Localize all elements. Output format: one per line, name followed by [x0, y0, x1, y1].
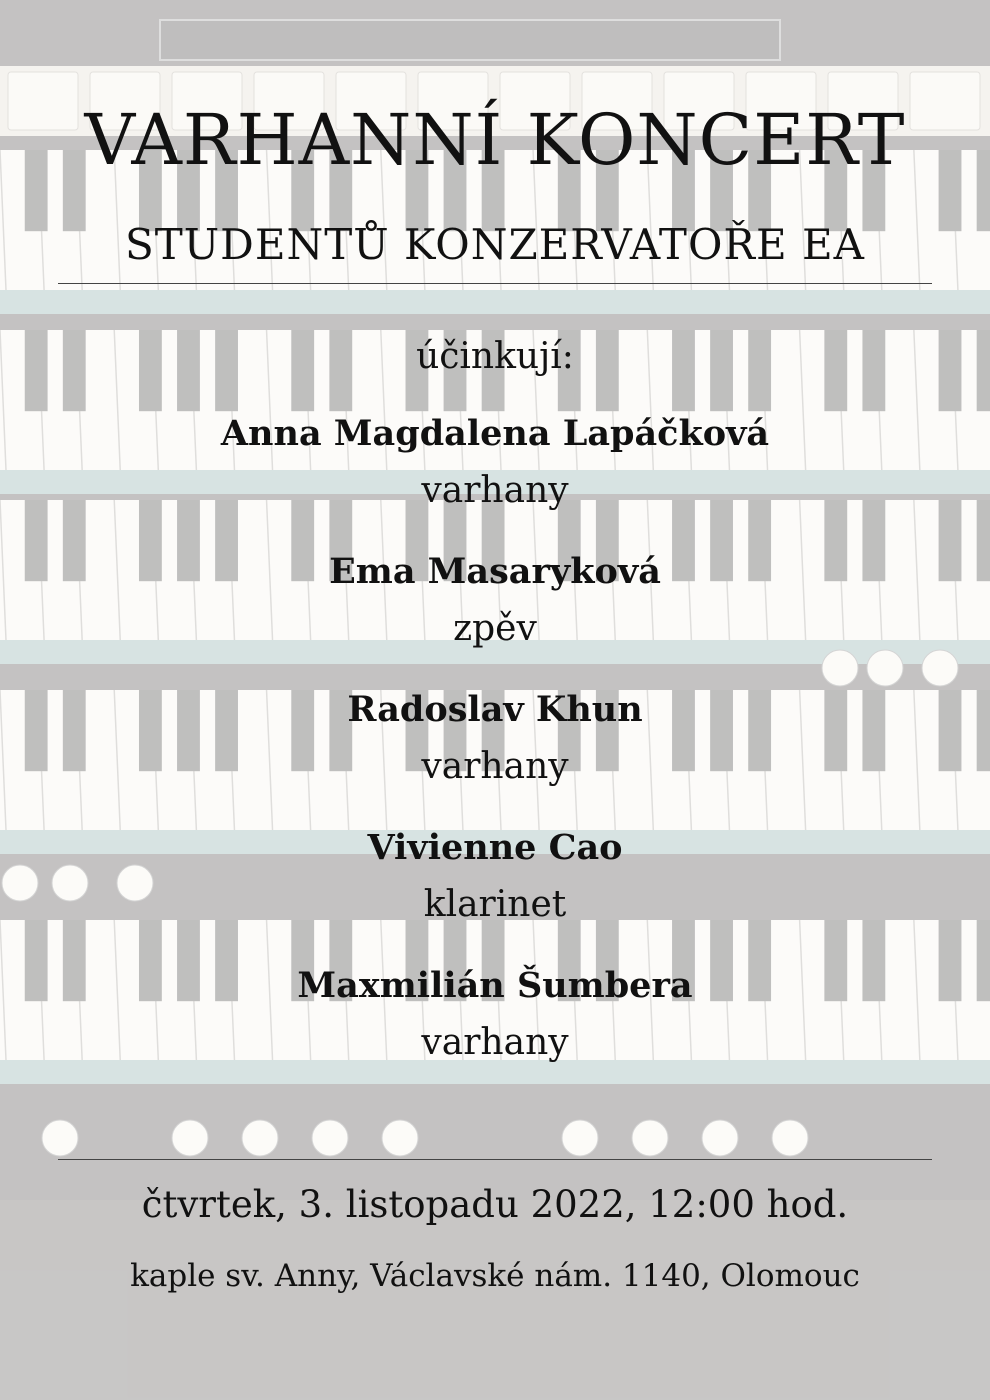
- performer-item: [0, 546, 990, 684]
- concert-date: čtvrtek, 3. listopadu 2022, 12:00 hod.: [141, 1183, 849, 1226]
- performer-item: [0, 822, 990, 960]
- performers-lead: účinkují:: [416, 336, 574, 377]
- concert-title: VARHANNÍ KONCERT: [84, 99, 906, 181]
- top-divider: [58, 283, 932, 284]
- performer-list: [0, 408, 990, 1098]
- performer-instrument: varhany: [421, 1022, 569, 1063]
- performer-name: Ema Masaryková: [329, 551, 661, 592]
- performer-instrument: varhany: [421, 746, 569, 787]
- performer-item: [0, 684, 990, 822]
- performer-name: Anna Magdalena Lapáčková: [220, 413, 770, 454]
- performer-name: Maxmilián Šumbera: [297, 965, 693, 1006]
- performer-item: [0, 960, 990, 1098]
- bottom-divider: [58, 1159, 932, 1160]
- performer-name: Radoslav Khun: [347, 689, 643, 730]
- performer-instrument: klarinet: [423, 884, 567, 925]
- performer-name: Vivienne Cao: [367, 827, 623, 868]
- concert-subtitle: STUDENTŮ KONZERVATOŘE EA: [124, 220, 865, 269]
- performer-item: [0, 408, 990, 546]
- performer-instrument: zpěv: [453, 608, 537, 649]
- performer-instrument: varhany: [421, 470, 569, 511]
- concert-venue: kaple sv. Anny, Václavské nám. 1140, Olomouc: [130, 1258, 860, 1294]
